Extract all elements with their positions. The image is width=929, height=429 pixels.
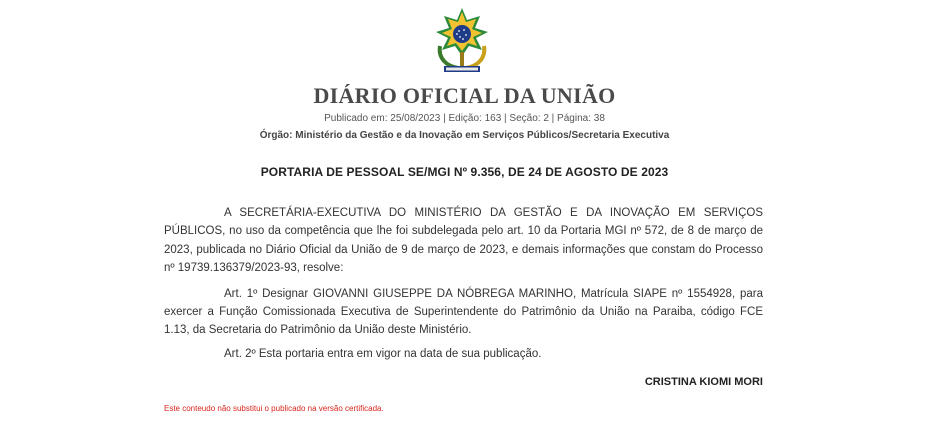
article-1-paragraph: Art. 1º Designar GIOVANNI GIUSEPPE DA NÓBREGA MARINHO, Matrícula SIAPE nº 1554928, para exercer a Função Comissionada Executiva de Superintendente do Patrimônio da União na Paraiba, código FCE 1.13, da Secretaria do Patrimônio da União deste Ministério. [164, 287, 763, 337]
portaria-title: PORTARIA DE PESSOAL SE/MGI Nº 9.356, DE 24 DE AGOSTO DE 2023 [260, 165, 669, 179]
document-body [164, 204, 763, 363]
preamble-paragraph: A SECRETÁRIA-EXECUTIVA DO MINISTÉRIO DA GESTÃO E DA INOVAÇÃO EM SERVIÇOS PÚBLICOS, no uso da competência que lhe foi subdelegada pelo art. 10 da Portaria MGI nº 572, de 8 de março de 2023, publicada no Diário Oficial da União de 9 de março de 2023, e demais informações que constam do Processo nº 19739.136379/2023-93, resolve: [164, 207, 763, 275]
orgao-value: Ministério da Gestão e da Inovação em Serviços Públicos/Secretaria Executiva [295, 130, 670, 141]
coat-of-arms-icon [430, 6, 494, 78]
newspaper-title: DIÁRIO OFICIAL DA UNIÃO [313, 83, 616, 108]
article-2-paragraph: Art. 2º Esta portaria entra em vigor na data de sua publicação. [224, 347, 542, 360]
orgao-line [0, 130, 929, 141]
orgao-label: Órgão: [259, 130, 293, 141]
signer-name: CRISTINA KIOMI MORI [644, 376, 763, 388]
certified-version-disclaimer: Este conteudo não substitui o publicado na versão certificada. [164, 404, 384, 413]
publication-info: Publicado em: 25/08/2023 | Edição: 163 | Seção: 2 | Página: 38 [324, 113, 605, 124]
